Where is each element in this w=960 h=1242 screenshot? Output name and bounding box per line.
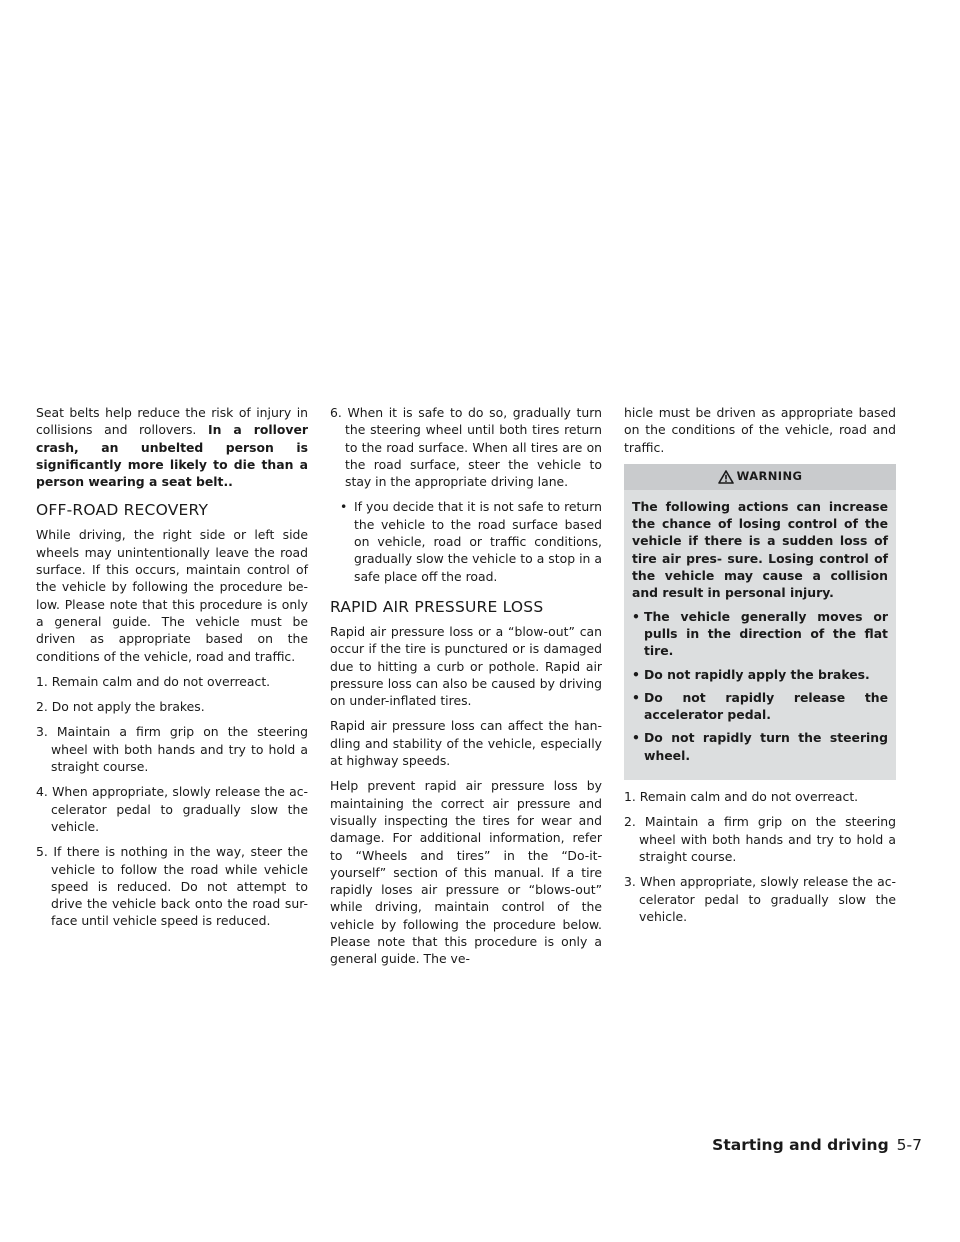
warning-bullet-4: • Do not rapidly turn the steering wheel. <box>632 730 888 763</box>
column-1 <box>36 404 308 938</box>
heading-rapid-air-pressure-loss: RAPID AIR PRESSURE LOSS <box>330 597 544 616</box>
off-road-step-2: 2. Do not apply the brakes. <box>36 699 205 715</box>
rapid-loss-paragraph-2: Rapid air pressure loss can affect the han- dling and stability of the vehicle, especially at highway speeds. <box>330 718 602 769</box>
off-road-step-6-bullet: • If you decide that it is not safe to return the vehicle to the road surface based on vehicle, road or traffic conditions, gradually slow the vehicle to a stop in a safe place off the road. <box>340 499 602 584</box>
warning-triangle-icon <box>718 470 734 484</box>
air-loss-step-3: 3. When appropriate, slowly release the ac- celerator pedal to gradually slow the vehicle. <box>624 874 896 924</box>
continuation-paragraph: hicle must be driven as appropriate based on the conditions of the vehicle, road and traffic. <box>624 405 896 455</box>
warning-header <box>624 464 896 490</box>
bullet-dot: • <box>632 666 640 682</box>
off-road-step-6: 6. When it is safe to do so, gradually turn the steering wheel until both tires return to the road surface. When all tires are on the road surface, steer the vehicle to stay in the appropriate driving lane. <box>330 405 602 490</box>
bullet-dot: • <box>632 608 640 624</box>
bullet-dot: • <box>632 730 640 746</box>
page-number: 5-7 <box>896 1136 922 1154</box>
off-road-step-1: 1. Remain calm and do not overreact. <box>36 673 271 689</box>
intro-bold-text: In a rollover crash, an unbelted person is significantly more likely to die than a person wearing a seat belt.. <box>36 422 308 490</box>
column-2 <box>330 404 602 976</box>
off-road-paragraph: While driving, the right side or left side wheels may unintentionally leave the road surface. If this occurs, maintain control of the vehicle by following the procedure be- low. Please note that this procedure is only a general guide. The vehicle must be driven as appropriate based on the conditions of the vehicle, road and traffic. <box>36 527 308 664</box>
heading-off-road-recovery: OFF-ROAD RECOVERY <box>36 501 209 520</box>
off-road-step-4: 4. When appropriate, slowly release the ac- celerator pedal to gradually slow the vehicle. <box>36 784 308 834</box>
warning-bullet-2: • Do not rapidly apply the brakes. <box>632 666 870 682</box>
warning-intro: The following actions can increase the chance of losing control of the vehicle if there is a sudden loss of tire air pres- sure. Losing control of the vehicle may cause a collision and result in personal injury. <box>632 498 888 601</box>
warning-bullet-1: • The vehicle generally moves or pulls in the direction of the flat tire. <box>632 608 888 659</box>
page-footer <box>712 1136 922 1154</box>
rapid-loss-paragraph-3: Help prevent rapid air pressure loss by maintaining the correct air pressure and visually inspecting the tires for wear and damage. For additional information, refer to “Wheels and tires” in the “Do-it-yourself” section of this manual. If a tire rapidly loses air pressure or “blows-out” while driving, maintain control of the vehicle by following the procedure below. Please note that this procedure is only a general guide. The ve- <box>330 778 602 967</box>
off-road-step-5: 5. If there is nothing in the way, steer the vehicle to follow the road while vehicle speed is reduced. Do not attempt to drive the vehicle back onto the road sur- face until vehicle speed is reduced. <box>36 844 308 929</box>
warning-label: WARNING <box>736 469 803 484</box>
warning-box <box>624 464 896 780</box>
off-road-step-3: 3. Maintain a firm grip on the steering wheel with both hands and try to hold a straight course. <box>36 724 308 775</box>
air-loss-step-1: 1. Remain calm and do not overreact. <box>624 789 859 805</box>
air-loss-step-2: 2. Maintain a firm grip on the steering wheel with both hands and try to hold a straight course. <box>624 814 896 864</box>
footer-section-title: Starting and driving <box>712 1136 889 1154</box>
column-3 <box>624 404 896 933</box>
bullet-dot: • <box>340 499 348 515</box>
warning-bullet-3: • Do not rapidly release the accelerator pedal. <box>632 689 888 723</box>
intro-paragraph: Seat belts help reduce the risk of injury in collisions and rollovers. In a rollover crash, an unbelted person is significantly more likely to die than a person wearing a seat belt.. <box>36 405 308 490</box>
bullet-dot: • <box>632 689 640 705</box>
rapid-loss-paragraph-1: Rapid air pressure loss or a “blow-out” can occur if the tire is punctured or is damaged due to hitting a curb or pothole. Rapid air pressure loss can also be caused by driving on under-inflated tires. <box>330 623 602 709</box>
